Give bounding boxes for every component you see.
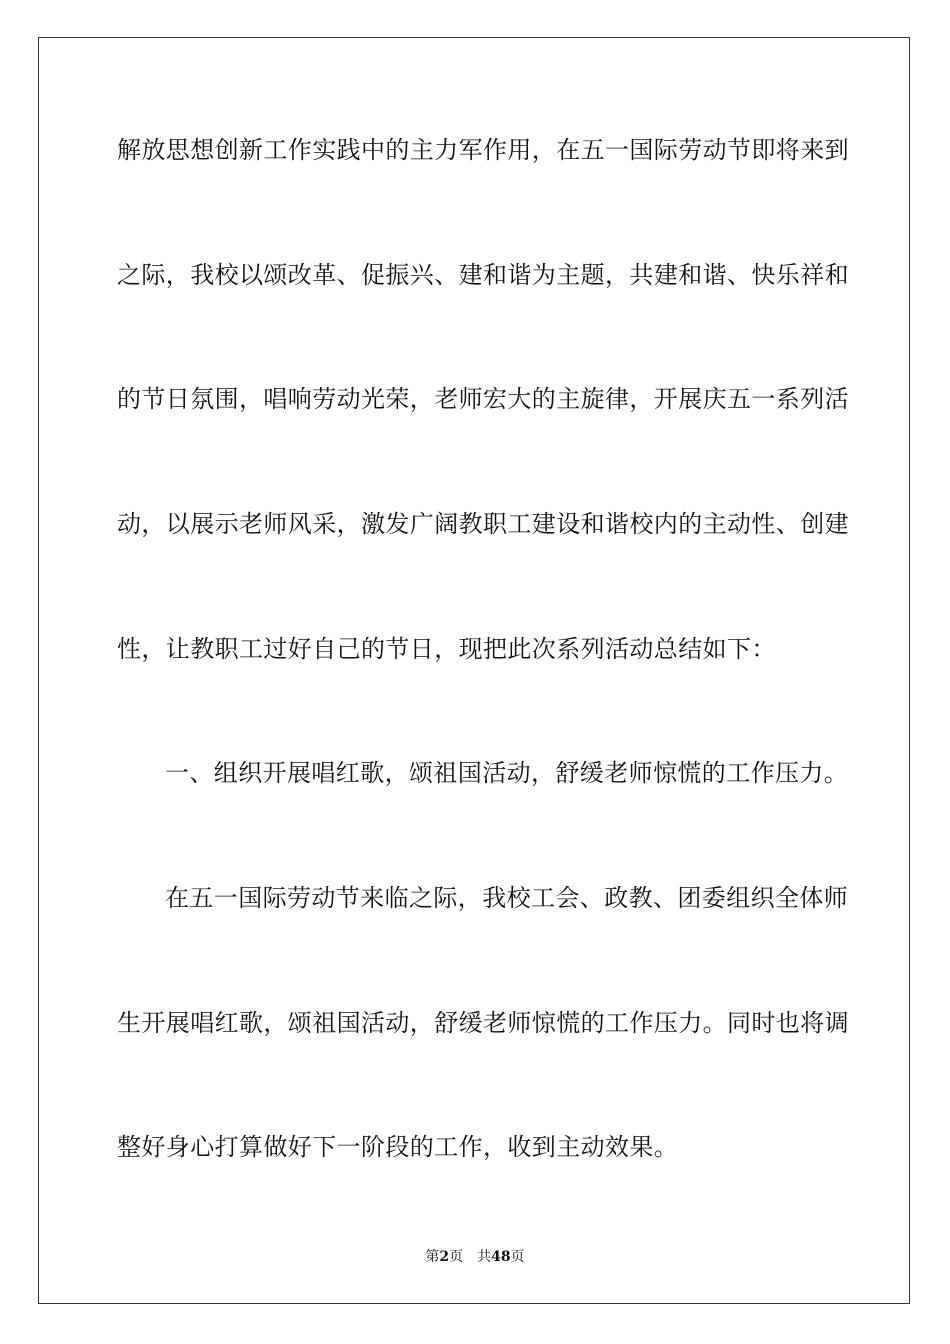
footer-total-suffix: 页 xyxy=(510,1249,525,1265)
body-line-1: 解放思想创新工作实践中的主力军作用，在五一国际劳动节即将来到 xyxy=(117,136,849,164)
body-line-5: 性，让教职工过好自己的节日，现把此次系列活动总结如下： xyxy=(117,635,776,663)
body-line-9: 整好身心打算做好下一阶段的工作，收到主动效果。 xyxy=(117,1133,679,1161)
body-line-3: 的节日氛围，唱响劳动光荣，老师宏大的主旋律，开展庆五一系列活 xyxy=(117,385,849,413)
footer-page-number: 2 xyxy=(439,1249,450,1265)
body-line-2: 之际，我校以颂改革、促振兴、建和谐为主题，共建和谐、快乐祥和 xyxy=(117,261,849,289)
footer-total-prefix: 共 xyxy=(477,1249,492,1265)
footer-page-suffix: 页 xyxy=(449,1249,464,1265)
footer-page-prefix: 第 xyxy=(425,1249,440,1265)
section-heading-1: 一、组织开展唱红歌，颂祖国活动，舒缓老师惊慌的工作压力。 xyxy=(165,759,849,787)
footer-total-pages: 48 xyxy=(491,1249,511,1265)
page-footer xyxy=(0,1248,950,1266)
body-line-7: 在五一国际劳动节来临之际，我校工会、政教、团委组织全体师 xyxy=(165,884,849,912)
body-line-4: 动，以展示老师风采，激发广阔教职工建设和谐校内的主动性、创建 xyxy=(117,510,849,538)
body-line-8: 生开展唱红歌，颂祖国活动，舒缓老师惊慌的工作压力。同时也将调 xyxy=(117,1009,849,1037)
page-border xyxy=(38,37,910,1304)
